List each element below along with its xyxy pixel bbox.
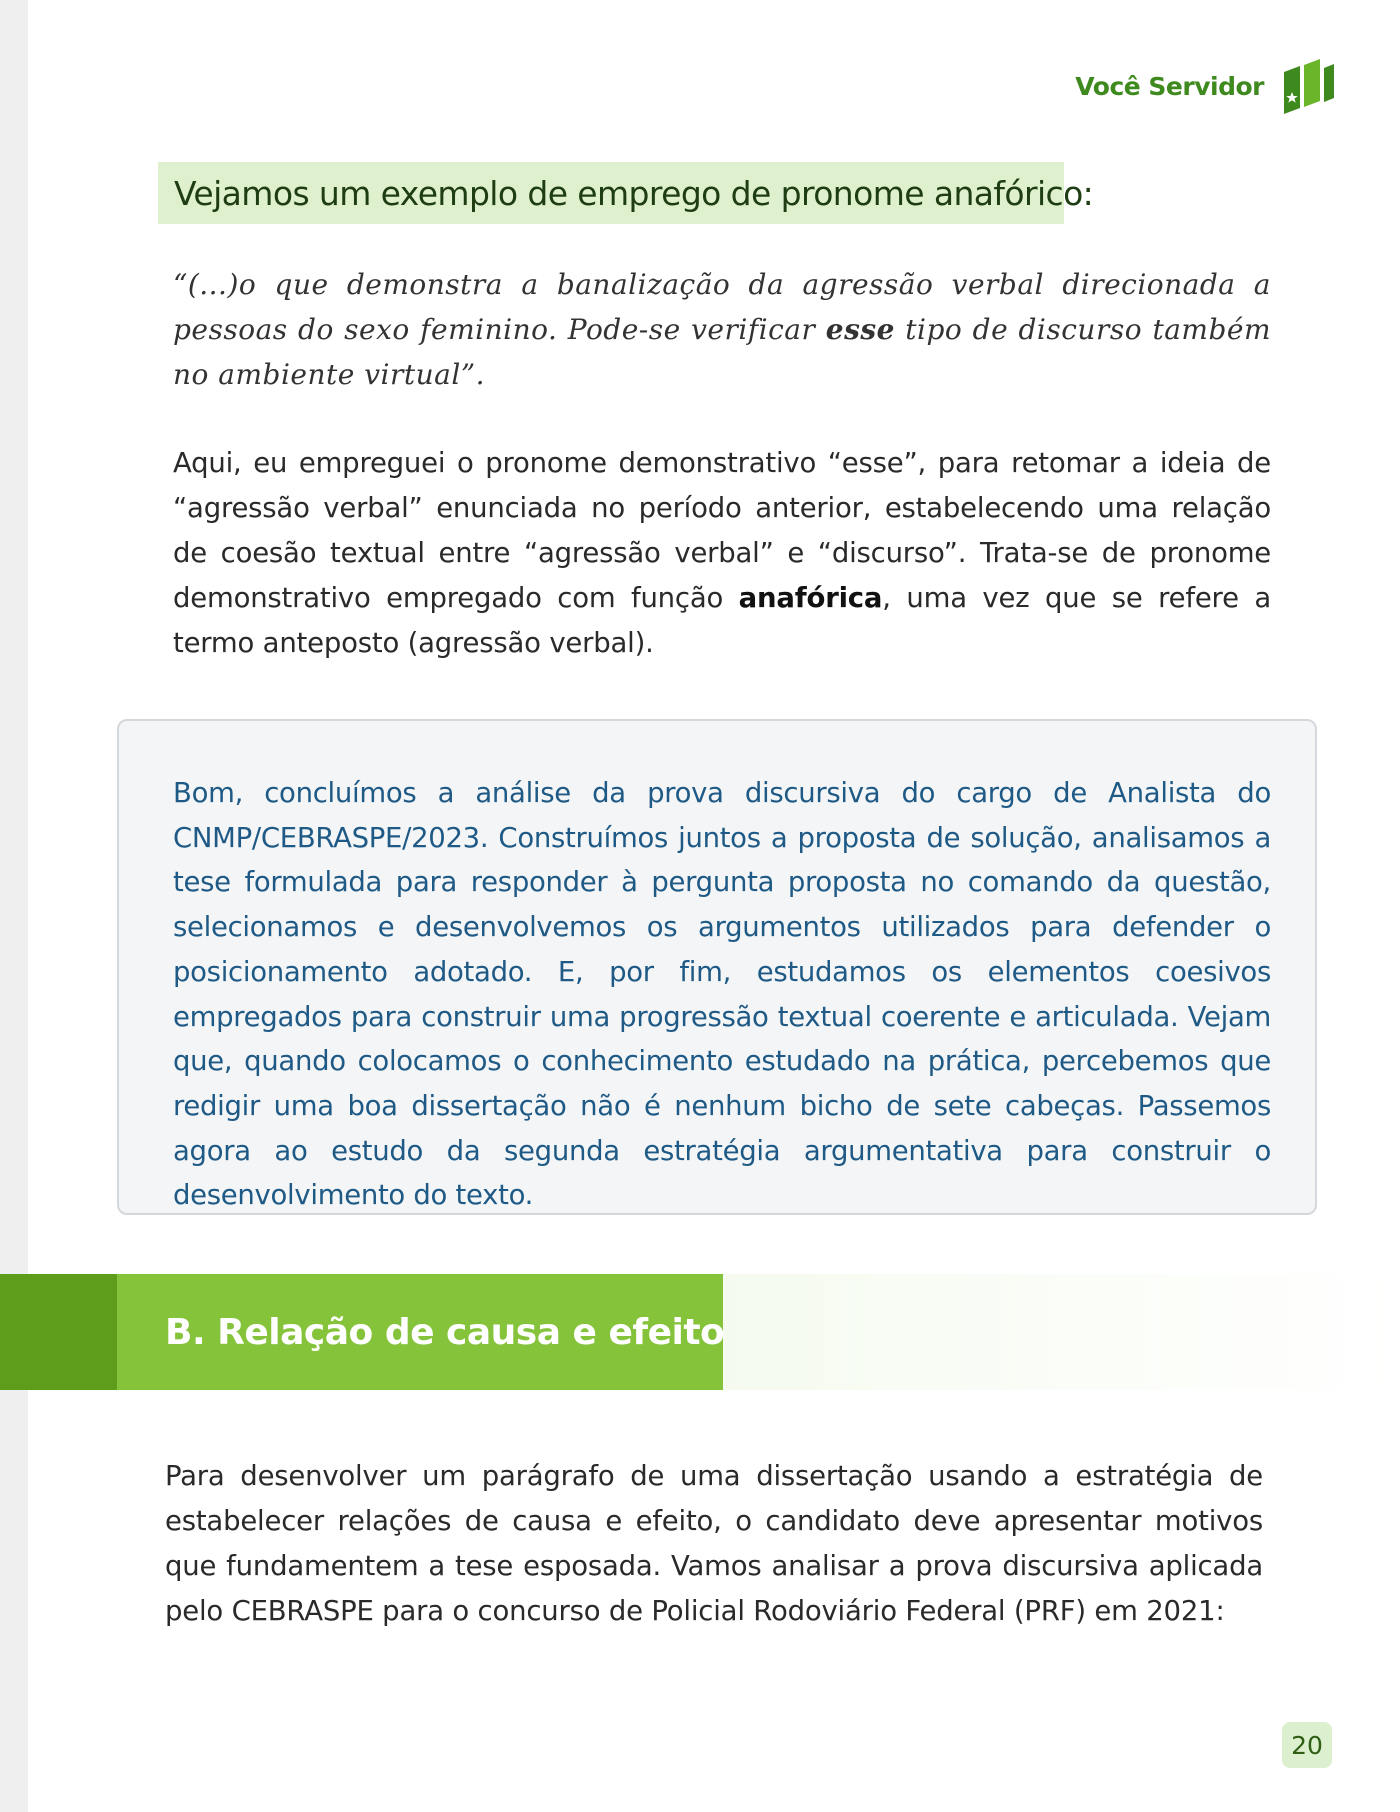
section-title: B. Relação de causa e efeito: [165, 1311, 725, 1353]
conclusion-note-text: Bom, concluímos a análise da prova discursiva do cargo de Analista do CNMP/CEBRASPE/2023. Construímos juntos a proposta de solução, analisamos a tese formulada para responder à pergunta proposta no comando da questão, selecionamos e desenvolvemos os argumentos utilizados para defender o posicionamento adotado. E, por fim, estudamos os elementos coesivos empregados para construir uma progressão textual coerente e articulada. Vejam que, quando colocamos o conhecimento estudado na prática, percebemos que redigir uma boa dissertação não é nenhum bicho de sete cabeças. Passemos agora ao estudo da segunda estratégia argumentativa para construir o desenvolvimento do texto.: [173, 777, 1271, 1212]
subheading-text: Vejamos um exemplo de emprego de pronome anafórico:: [174, 173, 1094, 213]
voce-servidor-logo-icon: [1280, 58, 1336, 114]
quote-text-end: tipo de discurso também no ambiente virtual”.: [173, 313, 1271, 391]
example-subheading: [158, 162, 1094, 224]
conclusion-note-box: [117, 719, 1317, 1215]
explanation-bold-word: anafórica: [738, 582, 883, 614]
brand-header: [1075, 56, 1336, 116]
left-margin-strip: [0, 0, 28, 1812]
section-title-block: [117, 1274, 723, 1390]
section-paragraph: Para desenvolver um parágrafo de uma dissertação usando a estratégia de estabelecer relações de causa e efeito, o candidato deve apresentar motivos que fundamentem a tese esposada. Vamos analisar a prova discursiva aplicada pelo CEBRASPE para o concurso de Policial Rodoviário Federal (PRF) em 2021:: [165, 1460, 1263, 1627]
quote-bold-word: esse: [825, 313, 895, 346]
page-number: 20: [1282, 1722, 1332, 1768]
section-band-accent: [0, 1274, 117, 1390]
explanation-text-end: , uma vez que se refere a termo anteposto (agressão verbal).: [173, 582, 1271, 659]
brand-name: Você Servidor: [1075, 71, 1264, 101]
example-quote: [173, 262, 1271, 397]
section-header-band: [0, 1274, 1400, 1390]
explanation-text-start: Aqui, eu empreguei o pronome demonstrativo “esse”, para retomar a ideia de “agressão verbal” enunciada no período anterior, estabelecendo uma relação de coesão textual entre “agressão verbal” e “discurso”. Trata-se de pronome demonstrativo empregado com função: [173, 447, 1271, 614]
quote-text-start: “(...)o que demonstra a banalização da agressão verbal direcionada a pessoas do sexo feminino. Pode-se verificar: [173, 268, 1271, 346]
explanation-paragraph: [173, 441, 1271, 666]
